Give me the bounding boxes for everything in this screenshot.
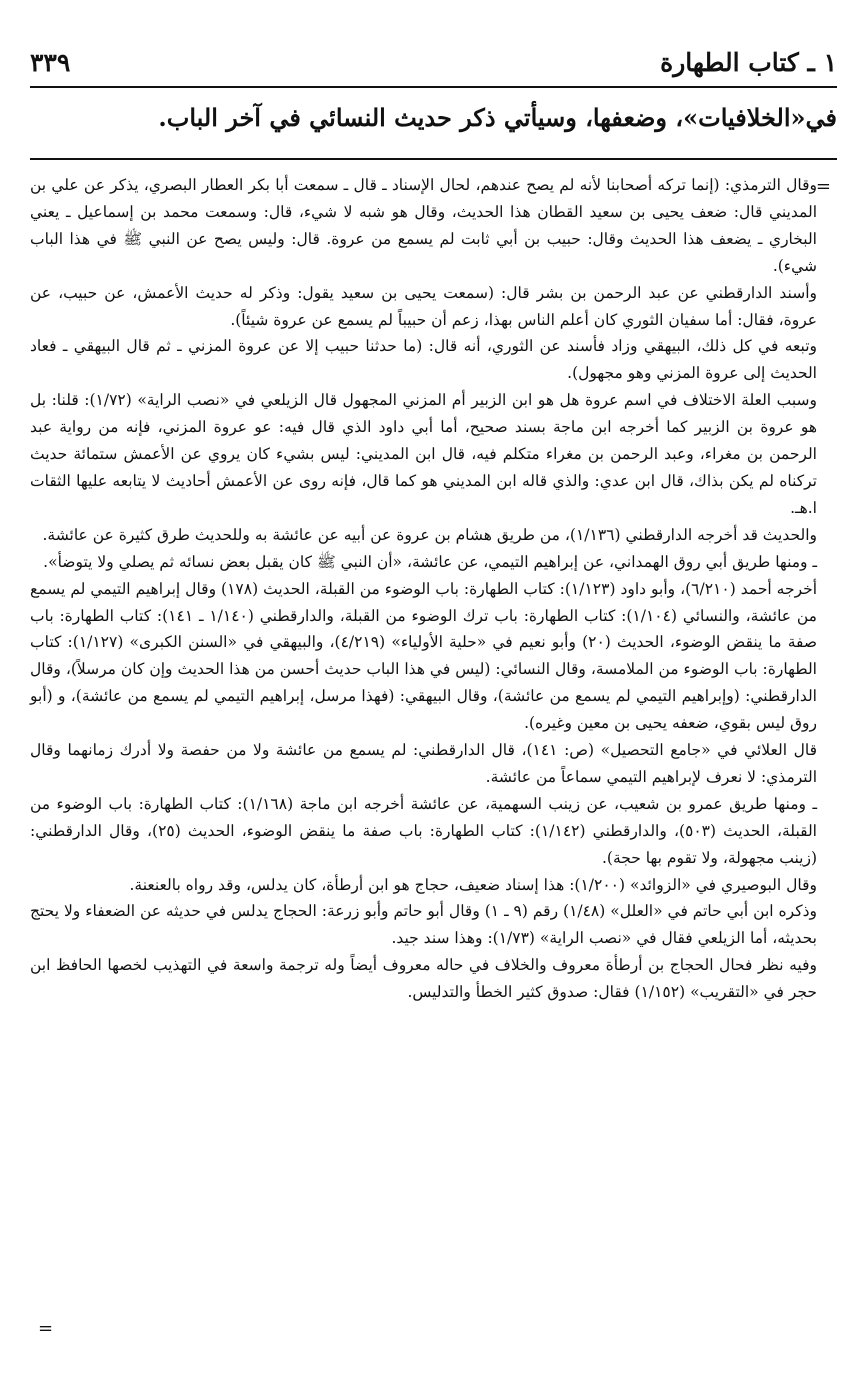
footnote-divider — [30, 158, 837, 160]
footnote-paragraph: وتبعه في كل ذلك، البيهقي وزاد فأسند عن الثوري، أنه قال: (ما حدثنا حبيب إلا عن عروة المزني ـ ثم قال البيهقي ـ فعاد الحديث إلى عروة المزني وهو مجهول). — [30, 337, 817, 383]
page-number: ٣٣٩ — [30, 47, 71, 77]
chapter-title: ١ ـ كتاب الطهارة — [660, 47, 837, 77]
footnote-continuation-mark-bottom: = — [38, 1318, 54, 1339]
footnote-paragraph: ـ ومنها طريق عمرو بن شعيب، عن زينب السهمية، عن عائشة أخرجه ابن ماجة (١/١٦٨): كتاب الطهارة: باب الوضوء من القبلة، الحديث (٥٠٣)، والدارقطني (١/١٤٢): كتاب الطهارة: باب صفة ما ينقض الوضوء، الحديث (٢٥)، وقال الدارقطني: (زينب مجهولة، ولا تقوم بها حجة). — [30, 794, 817, 867]
page-header — [30, 42, 837, 82]
main-text: في«الخلافيات»، وضعفها، وسيأتي ذكر حديث النسائي في آخر الباب. — [158, 103, 837, 132]
footnote-paragraph: وأسند الدارقطني عن عبد الرحمن بن بشر قال: (سمعت يحيى بن سعيد يقول: وذكر له حديث الأعمش، عن حبيب، عن عروة، فقال: أما سفيان الثوري كان أعلم الناس بهذا، زعم أن حبيباً لم يسمع عن عروة شيئاً). — [30, 283, 817, 329]
footnote-paragraph: وسبب العلة الاختلاف في اسم عروة هل هو ابن الزبير أم المزني المجهول قال الزيلعي في «نصب الراية» (١/٧٢): قلنا: بل هو عروة بن الزبير كما أخرجه ابن ماجة بسند صحيح، أما أبي داود الذي قال فيه: عو عروة المزني، فإنه من رواية عبد الرحمن بن مغراء، وعبد الرحمن بن مغراء متكلم فيه، قال ابن المديني: ليس بشيء كان يروي عن الأعمش ستمائة حديث تركناه لم يكن بذاك، قال ابن عدي: والذي قاله ابن المديني هو كما قال، فإنه روى عن الأعمش أحاديث لا يتابعه عليها الثقات ا.هـ. — [30, 391, 817, 517]
header-divider — [30, 86, 837, 88]
footnote-continuation-mark-top: = — [815, 176, 831, 197]
footnote-paragraph: قال العلائي في «جامع التحصيل» (ص: ١٤١)، قال الدارقطني: لم يسمع من عائشة ولا من حفصة ولا أدرك زمانهما وقال الترمذي: لا نعرف لإبراهيم التيمي سماعاً من عائشة. — [30, 741, 817, 786]
footnote-paragraph: وذكره ابن أبي حاتم في «العلل» (١/٤٨) رقم (٩ ـ ١) وقال أبو حاتم وأبو زرعة: الحجاج يدلس في حديثه عن الضعفاء ولا يحتج بحديثه، أما الزيلعي فقال في «نصب الراية» (١/٧٣): وهذا سند جيد. — [30, 902, 817, 948]
footnote-paragraph: وقال البوصيري في «الزوائد» (١/٢٠٠): هذا إسناد ضعيف، حجاج هو ابن أرطأة، كان يدلس، وقد رواه بالعنعنة. — [129, 875, 817, 894]
footnotes — [30, 172, 817, 1006]
footnote-paragraph: أخرجه أحمد (٦/٢١٠)، وأبو داود (١/١٢٣): كتاب الطهارة: باب الوضوء من القبلة، الحديث (١٧٨) وقال إبراهيم التيمي لم يسمع من عائشة، والنسائي (١/١٠٤): كتاب الطهارة: باب ترك الوضوء من القبلة، والدارقطني (١/١٤٠ ـ ١٤١): كتاب الطهارة: باب صفة ما ينقض الوضوء، الحديث (٢٠) وأبو نعيم في «حلية الأولياء» (٤/٢١٩)، والبيهقي في «السنن الكبرى» (١/١٢٧): كتاب الطهارة: باب الوضوء من الملامسة، وقال النسائي: (ليس في هذا الباب حديث أحسن من هذا الحديث وإن كان مرسلاً)، وقال الدارقطني: (وإبراهيم التيمي لم يسمع من عائشة)، وقال البيهقي: (فهذا مرسل، إبراهيم التيمي لم يسمع من عائشة)، و (أبو روق ليس بقوي، ضعفه يحيى بن معين وغيره). — [30, 579, 818, 733]
footnote-paragraph: وفيه نظر فحال الحجاج بن أرطأة معروف والخلاف في حاله معروف أيضاً وله ترجمة واسعة في التهذيب لخصها الحافظ ابن حجر في «التقريب» (١/١٥٢) فقال: صدوق كثير الخطأ والتدليس. — [30, 956, 817, 1002]
footnote-paragraph: وقال الترمذي: (إنما تركه أصحابنا لأنه لم يصح عندهم، لحال الإسناد ـ قال ـ سمعت أبا بكر العطار البصري، يذكر عن علي بن المديني قال: ضعف يحيى بن سعيد القطان هذا الحديث، وقال هو شبه لا شيء، قال: وسمعت محمد بن إسماعيل ـ يعني البخاري ـ يضعف هذا الحديث وقال: حبيب بن أبي ثابت لم يسمع من عروة. قال: وليس يصح عن النبي ﷺ في هذا الباب شيء). — [30, 176, 817, 275]
footnote-paragraph: والحديث قد أخرجه الدارقطني (١/١٣٦)، من طريق هشام بن عروة عن أبيه عن عائشة به وللحديث طرق كثيرة عن عائشة. — [42, 525, 817, 544]
footnote-paragraph: ـ ومنها طريق أبي روق الهمداني، عن إبراهيم التيمي، عن عائشة، «أن النبي ﷺ كان يقبل بعض نسائه ثم يصلي ولا يتوضأ». — [43, 552, 817, 571]
